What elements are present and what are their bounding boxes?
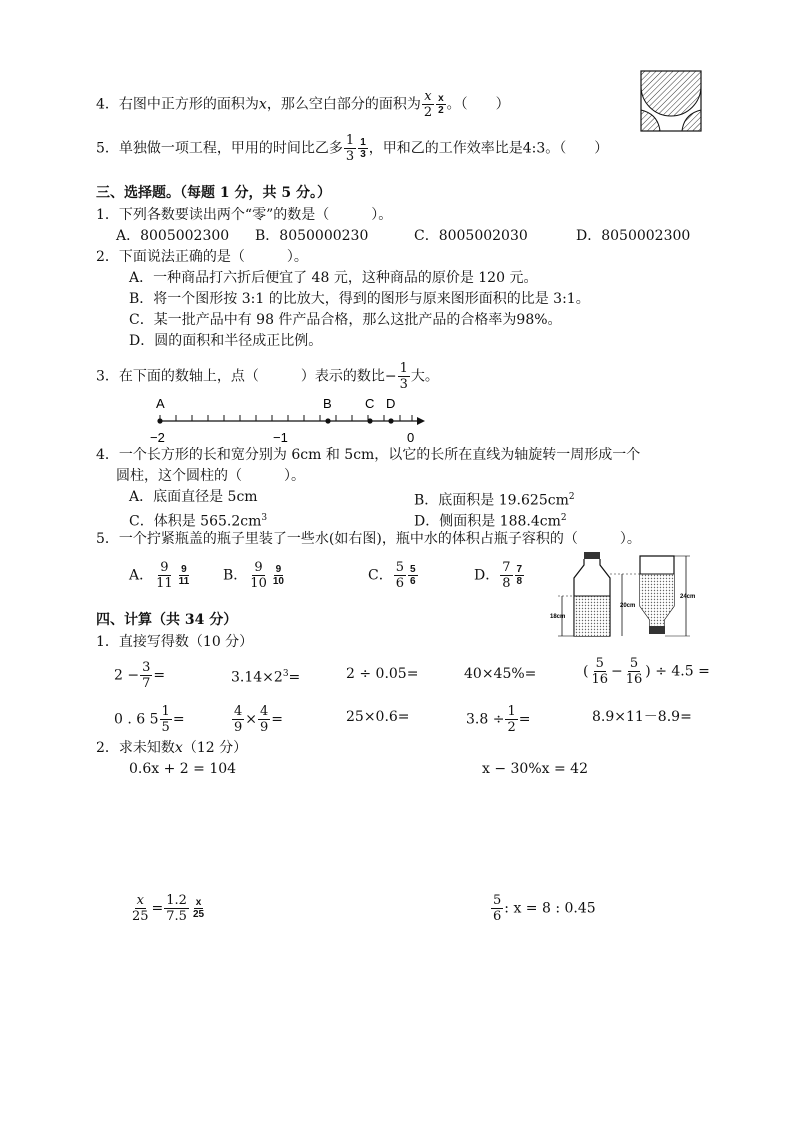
s3-q4-stem1: 4．一个长方形的长和宽分别为 6cm 和 5cm，以它的长所在直线为轴旋转一周形成一个 xyxy=(96,447,641,463)
point-b xyxy=(325,418,330,423)
s3-q3-stem: 3．在下面的数轴上，点（ ）表示的数比− $\frac{1}{3}$ 大。 xyxy=(96,361,439,392)
s3-q4-a: A．底面直径是 5cm xyxy=(129,489,258,505)
equation-3: $\frac{x}{25}$ = $\frac{1.2}{7.5}$ $\frac{x}{25}$ xyxy=(132,893,205,924)
s3-q5-a: A． $\frac{9}{11}$ $\frac{9}{11}$ xyxy=(129,560,190,591)
label-d: D xyxy=(386,396,396,411)
judge-q4: 4．右图中正方形的面积为x，那么空白部分的面积为 $\frac{x}{2}$ $\frac{x}{2}$ 。（ ） xyxy=(96,89,510,120)
s3-q5-c: C． $\frac{5}{6}$ $\frac{5}{6}$ xyxy=(368,560,416,591)
tick-m1: −1 xyxy=(273,430,288,445)
calc-7: $\frac{4}{9}$ × $\frac{4}{9}$ = xyxy=(234,704,284,735)
s3-q4-stem2: 圆柱，这个圆柱的（ ）。 xyxy=(116,468,305,484)
point-a xyxy=(157,418,162,423)
equation-4: $\frac{5}{6}$ : x = 8 : 0.45 xyxy=(493,893,596,924)
calc-1: 2 − $\frac{3}{7}$ = xyxy=(114,660,166,691)
s3-q5-b: B． $\frac{9}{10}$ $\frac{9}{10}$ xyxy=(223,560,284,591)
dim-24cm: 24cm xyxy=(680,594,696,600)
calc-8: 25×0.6= xyxy=(346,709,410,725)
dim-20cm: 20cm xyxy=(620,603,636,609)
tick-0: 0 xyxy=(407,430,415,445)
label-c: C xyxy=(365,396,375,411)
section3-title: 三、选择题。（每题 1 分，共 5 分。） xyxy=(96,185,331,201)
s4-p1-title: 1．直接写得数（10 分） xyxy=(96,634,254,650)
label-b: B xyxy=(323,396,332,411)
s3-q1-a: A．8005002300 xyxy=(116,228,230,244)
s3-q2-d: D．圆的面积和半径成正比例。 xyxy=(129,333,323,349)
point-c xyxy=(367,418,372,423)
s3-q4-d: D．侧面积是 $188.4cm^2$ xyxy=(414,513,567,530)
calc-10: 8.9×11－8.9= xyxy=(592,709,692,725)
section4-title: 四、计算（共 34 分） xyxy=(96,612,238,628)
s3-q5-stem: 5．一个拧紧瓶盖的瓶子里装了一些水(如右图)，瓶中水的体积占瓶子容积的（ ）。 xyxy=(96,531,641,547)
equation-2: x − 30%x = 42 xyxy=(482,761,588,777)
calc-2: $3.14\times 2^3=$ xyxy=(231,669,301,686)
s3-q2-c: C．某一批产品中有 98 件产品合格，那么这批产品的合格率为98%。 xyxy=(129,312,562,328)
s3-q2-stem: 2．下面说法正确的是（ ）。 xyxy=(96,249,308,265)
s3-q1-c: C．8005002030 xyxy=(414,228,528,244)
equation-1: 0.6x + 2 = 104 xyxy=(129,761,237,777)
label-a: A xyxy=(156,396,165,411)
calc-5: ( $\frac{5}{16}$ − $\frac{5}{16}$ ) ÷ 4.5 = xyxy=(583,656,710,687)
s4-p2-title: 2．求未知数x（12 分） xyxy=(96,740,248,756)
calc-4: 40×45%= xyxy=(464,666,537,682)
calc-6: 0 . 6 5 $\frac{1}{5}$ = xyxy=(114,704,185,735)
s3-q5-d: D． $\frac{7}{8}$ $\frac{7}{8}$ xyxy=(474,560,523,591)
calc-3: 2 ÷ 0.05= xyxy=(346,666,419,682)
s3-q1-b: B．8050000230 xyxy=(255,228,369,244)
s3-q2-b: B．将一个图形按 3:1 的比放大，得到的图形与原来图形面积的比是 3:1。 xyxy=(129,291,590,307)
s3-q2-a: A．一种商品打六折后便宜了 48 元，这种商品的原价是 120 元。 xyxy=(129,270,538,286)
number-line xyxy=(145,390,435,448)
point-d xyxy=(388,418,393,423)
calc-9: 3.8 ÷ $\frac{1}{2}$ = xyxy=(466,704,531,735)
s3-q4-c: C．体积是 $565.2cm^3$ xyxy=(129,513,268,530)
square-figure xyxy=(640,70,702,132)
s3-q1-d: D．8050002300 xyxy=(576,228,691,244)
bottle-figure xyxy=(548,550,698,642)
dim-18cm: 18cm xyxy=(550,614,566,620)
s3-q4-b: B．底面积是 $19.625cm^2$ xyxy=(414,492,575,509)
s3-q1-stem: 1．下列各数要读出两个“零”的数是（ ）。 xyxy=(96,207,393,223)
tick-m2: −2 xyxy=(150,430,165,445)
judge-q5: 5．单独做一项工程，甲用的时间比乙多 $\frac{1}{3}$ $\frac{1}{3}$ ，甲和乙的工作效率比是4:3。（ ） xyxy=(96,133,609,164)
